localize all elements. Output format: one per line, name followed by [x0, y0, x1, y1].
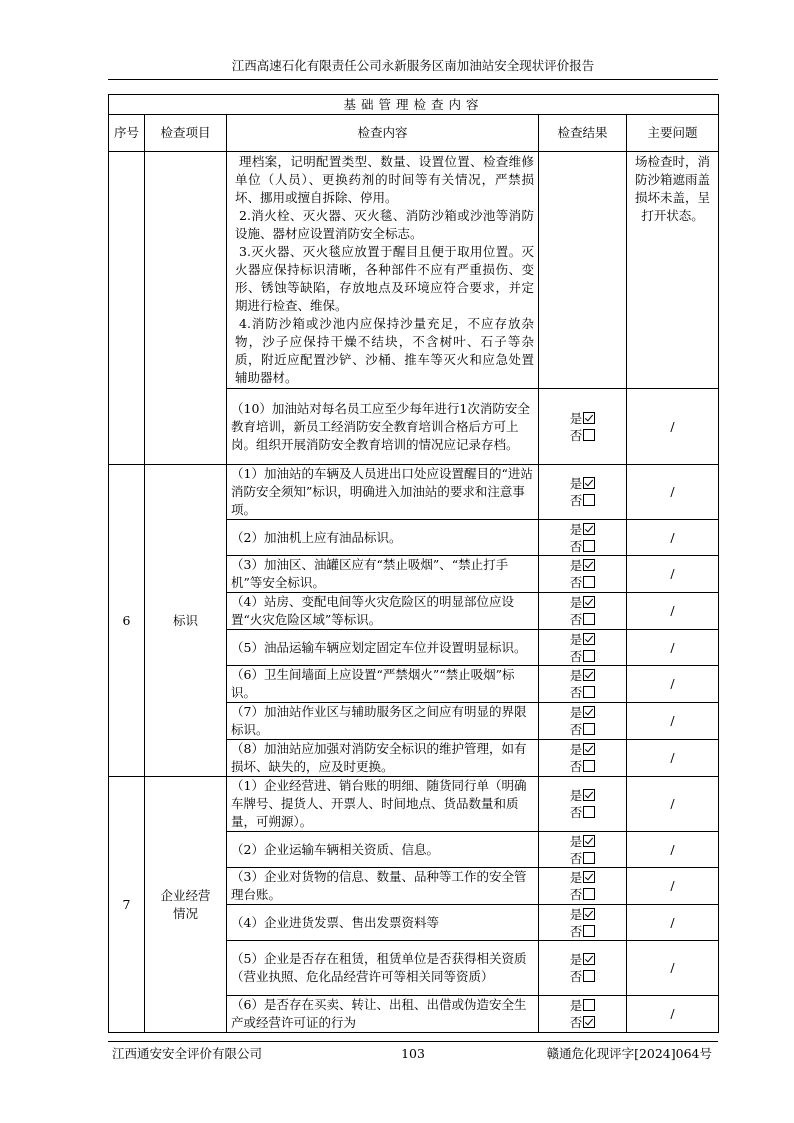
checked-checkbox-icon: [583, 596, 595, 608]
problem-cell: /: [627, 777, 719, 832]
inspection-table: [108, 94, 719, 1033]
problem-cell: /: [627, 703, 719, 740]
footer-company: 江西通安安全评价有限公司: [112, 1046, 263, 1061]
problem-cell: /: [627, 593, 719, 630]
table-row: [109, 777, 719, 832]
yes-label: 是: [569, 998, 583, 1013]
yes-label: 是: [569, 952, 583, 967]
header-rule: [108, 79, 718, 80]
result-cell: [539, 868, 627, 905]
result-cell: [539, 630, 627, 666]
no-label: 否: [569, 538, 583, 554]
no-label: 否: [569, 887, 583, 902]
problem-cell: /: [627, 941, 719, 996]
content-cell: （3）企业对货物的信息、数量、品种等工作的安全管理台账。: [227, 868, 539, 905]
section-7-item: 企业经营情况: [145, 777, 227, 1033]
checked-checkbox-icon: [583, 871, 595, 883]
checked-checkbox-icon: [583, 559, 595, 571]
yes-label: 是: [569, 833, 583, 849]
checked-checkbox-icon: [583, 633, 595, 645]
content-cell: （10）加油站对每名员工应至少每年进行1次消防安全教育培训，新员工经消防安全教育培训合格后方可上岗。组织开展消防安全教育培训的情况应记录存档。: [227, 389, 539, 465]
result-cell: [539, 666, 627, 703]
content-cell: （2）企业运输车辆相关资质、信息。: [227, 832, 539, 868]
problem-cell: /: [627, 389, 719, 465]
section-6-item: 标识: [145, 465, 227, 777]
col-header-item: 检查项目: [145, 115, 227, 152]
no-label: 否: [569, 427, 583, 443]
problem-cell: /: [627, 832, 719, 868]
item-cell: [145, 152, 227, 465]
result-cell: [539, 465, 627, 520]
checked-checkbox-icon: [583, 412, 595, 424]
checked-checkbox-icon: [583, 669, 595, 681]
result-cell: [539, 905, 627, 941]
col-header-no: 序号: [109, 115, 145, 152]
content-cell: （4）站房、变配电间等火灾危险区的明显部位应设置“火灾危险区域”等标识。: [227, 593, 539, 630]
footer-doc-number: 赣通危化现评字[2024]064号: [546, 1046, 712, 1061]
result-cell: [539, 152, 627, 389]
empty-checkbox-icon: [583, 999, 595, 1011]
problem-cell: /: [627, 465, 719, 520]
problem-cell: /: [627, 905, 719, 941]
yes-label: 是: [569, 476, 583, 491]
checked-checkbox-icon: [583, 835, 595, 847]
table-row: [109, 465, 719, 520]
checked-checkbox-icon: [583, 523, 595, 535]
empty-checkbox-icon: [583, 650, 595, 662]
result-cell: [539, 520, 627, 556]
section-6-no: 6: [109, 465, 145, 777]
page-number: 103: [401, 1046, 425, 1061]
content-cell: （4）企业进货发票、售出发票资料等: [227, 905, 539, 941]
checked-checkbox-icon: [583, 743, 595, 755]
empty-checkbox-icon: [583, 686, 595, 698]
content-line: 理档案，记明配置类型、数量、设置位置、检查维修单位（人员）、更换药剂的时间等有关情况，严禁损坏、挪用或擅自拆除、停用。: [235, 154, 534, 205]
problem-cell: /: [627, 868, 719, 905]
no-label: 否: [569, 969, 583, 984]
no-label: 否: [569, 575, 583, 590]
no-label: 否: [569, 722, 583, 737]
yes-label: 是: [569, 742, 583, 757]
content-cell: （6）卫生间墙面上应设置“严禁烟火”“禁止吸烟”标识。: [227, 666, 539, 703]
yes-label: 是: [569, 788, 583, 803]
yes-label: 是: [569, 631, 583, 647]
empty-checkbox-icon: [583, 540, 595, 552]
page-header: 江西高速石化有限责任公司永新服务区南加油站安全现状评价报告: [231, 58, 595, 73]
content-cell: （5）企业是否存在租赁，租赁单位是否获得相关资质（营业执照、危化品经营许可等相关同等资质）: [227, 941, 539, 996]
problem-cell: 场检查时，消防沙箱遮雨盖损坏未盖，呈打开状态。: [627, 152, 719, 389]
yes-label: 是: [569, 906, 583, 922]
problem-cell: /: [627, 520, 719, 556]
footer-rule: [108, 1041, 718, 1042]
result-cell: [539, 996, 627, 1033]
col-header-content: 检查内容: [227, 115, 539, 152]
no-label: 否: [569, 850, 583, 866]
result-cell: [539, 832, 627, 868]
checked-checkbox-icon: [583, 953, 595, 965]
content-cell: （7）加油站作业区与辅助服务区之间应有明显的界限标识。: [227, 703, 539, 740]
empty-checkbox-icon: [583, 760, 595, 772]
yes-label: 是: [569, 521, 583, 537]
no-label: 否: [569, 805, 583, 820]
empty-checkbox-icon: [583, 806, 595, 818]
result-cell: [539, 556, 627, 593]
result-cell: [539, 703, 627, 740]
checked-checkbox-icon: [583, 706, 595, 718]
content-cell: （3）加油区、油罐区应有“禁止吸烟”、“禁止打手机”等安全标识。: [227, 556, 539, 593]
content-cell: [227, 152, 539, 389]
no-label: 否: [569, 923, 583, 939]
no-label: 否: [569, 648, 583, 664]
content-cell: （1）企业经营进、销台账的明细、随货同行单（明确车牌号、提货人、开票人、时间地点、货品数量和质量，可朔源）。: [227, 777, 539, 832]
table-header-row: [109, 115, 719, 152]
content-line: 2.消火栓、灭火器、灭火毯、消防沙箱或沙池等消防设施、器材应设置消防安全标志。: [235, 208, 534, 241]
result-cell: [539, 740, 627, 777]
empty-checkbox-icon: [583, 925, 595, 937]
problem-cell: /: [627, 740, 719, 777]
result-cell: [539, 389, 627, 465]
empty-checkbox-icon: [583, 723, 595, 735]
result-cell: [539, 593, 627, 630]
yes-label: 是: [569, 595, 583, 610]
empty-checkbox-icon: [583, 494, 595, 506]
content-cell: （2）加油机上应有油品标识。: [227, 520, 539, 556]
checked-checkbox-icon: [583, 477, 595, 489]
empty-checkbox-icon: [583, 888, 595, 900]
table-title: 基础管理检查内容: [109, 95, 719, 115]
empty-checkbox-icon: [583, 852, 595, 864]
content-cell: （8）加油站应加强对消防安全标识的维护管理，如有损坏、缺失的，应及时更换。: [227, 740, 539, 777]
problem-cell: /: [627, 996, 719, 1033]
yes-label: 是: [569, 558, 583, 573]
no-label: 否: [569, 612, 583, 627]
empty-checkbox-icon: [583, 576, 595, 588]
result-cell: [539, 941, 627, 996]
yes-label: 是: [569, 668, 583, 683]
content-line: 4.消防沙箱或沙池内应保持沙量充足，不应存放杂物，沙子应保持干燥不结块，不含树叶、石子等杂质，附近应配置沙铲、沙桶、推车等灭火和应急处置辅助器材。: [235, 316, 534, 385]
col-header-result: 检查结果: [539, 115, 627, 152]
no-label: 否: [569, 493, 583, 508]
checked-checkbox-icon: [583, 789, 595, 801]
table-row-continued: [109, 152, 719, 389]
yes-label: 是: [569, 410, 583, 426]
empty-checkbox-icon: [583, 970, 595, 982]
content-cell: （1）加油站的车辆及人员进出口处应设置醒目的“进站消防安全须知”标识，明确进入加油站的要求和注意事项。: [227, 465, 539, 520]
problem-cell: /: [627, 666, 719, 703]
col-header-problem: 主要问题: [627, 115, 719, 152]
content-line: 3.灭火器、灭火毯应放置于醒目且便于取用位置。灭火器应保持标识清晰，各种部件不应有严重损伤、变形、锈蚀等缺陷，存放地点及环境应符合要求，并定期进行检查、维保。: [235, 244, 534, 313]
content-cell: （5）油品运输车辆应划定固定车位并设置明显标识。: [227, 630, 539, 666]
problem-cell: /: [627, 556, 719, 593]
content-cell: （6）是否存在买卖、转让、出租、出借或伪造安全生产或经营许可证的行为: [227, 996, 539, 1033]
no-label: 否: [569, 1015, 583, 1030]
problem-cell: /: [627, 630, 719, 666]
no-cell: [109, 152, 145, 465]
result-cell: [539, 777, 627, 832]
yes-label: 是: [569, 870, 583, 885]
checked-checkbox-icon: [583, 908, 595, 920]
empty-checkbox-icon: [583, 429, 595, 441]
section-7-no: 7: [109, 777, 145, 1033]
yes-label: 是: [569, 705, 583, 720]
checked-checkbox-icon: [583, 1016, 595, 1028]
no-label: 否: [569, 759, 583, 774]
empty-checkbox-icon: [583, 613, 595, 625]
no-label: 否: [569, 685, 583, 700]
